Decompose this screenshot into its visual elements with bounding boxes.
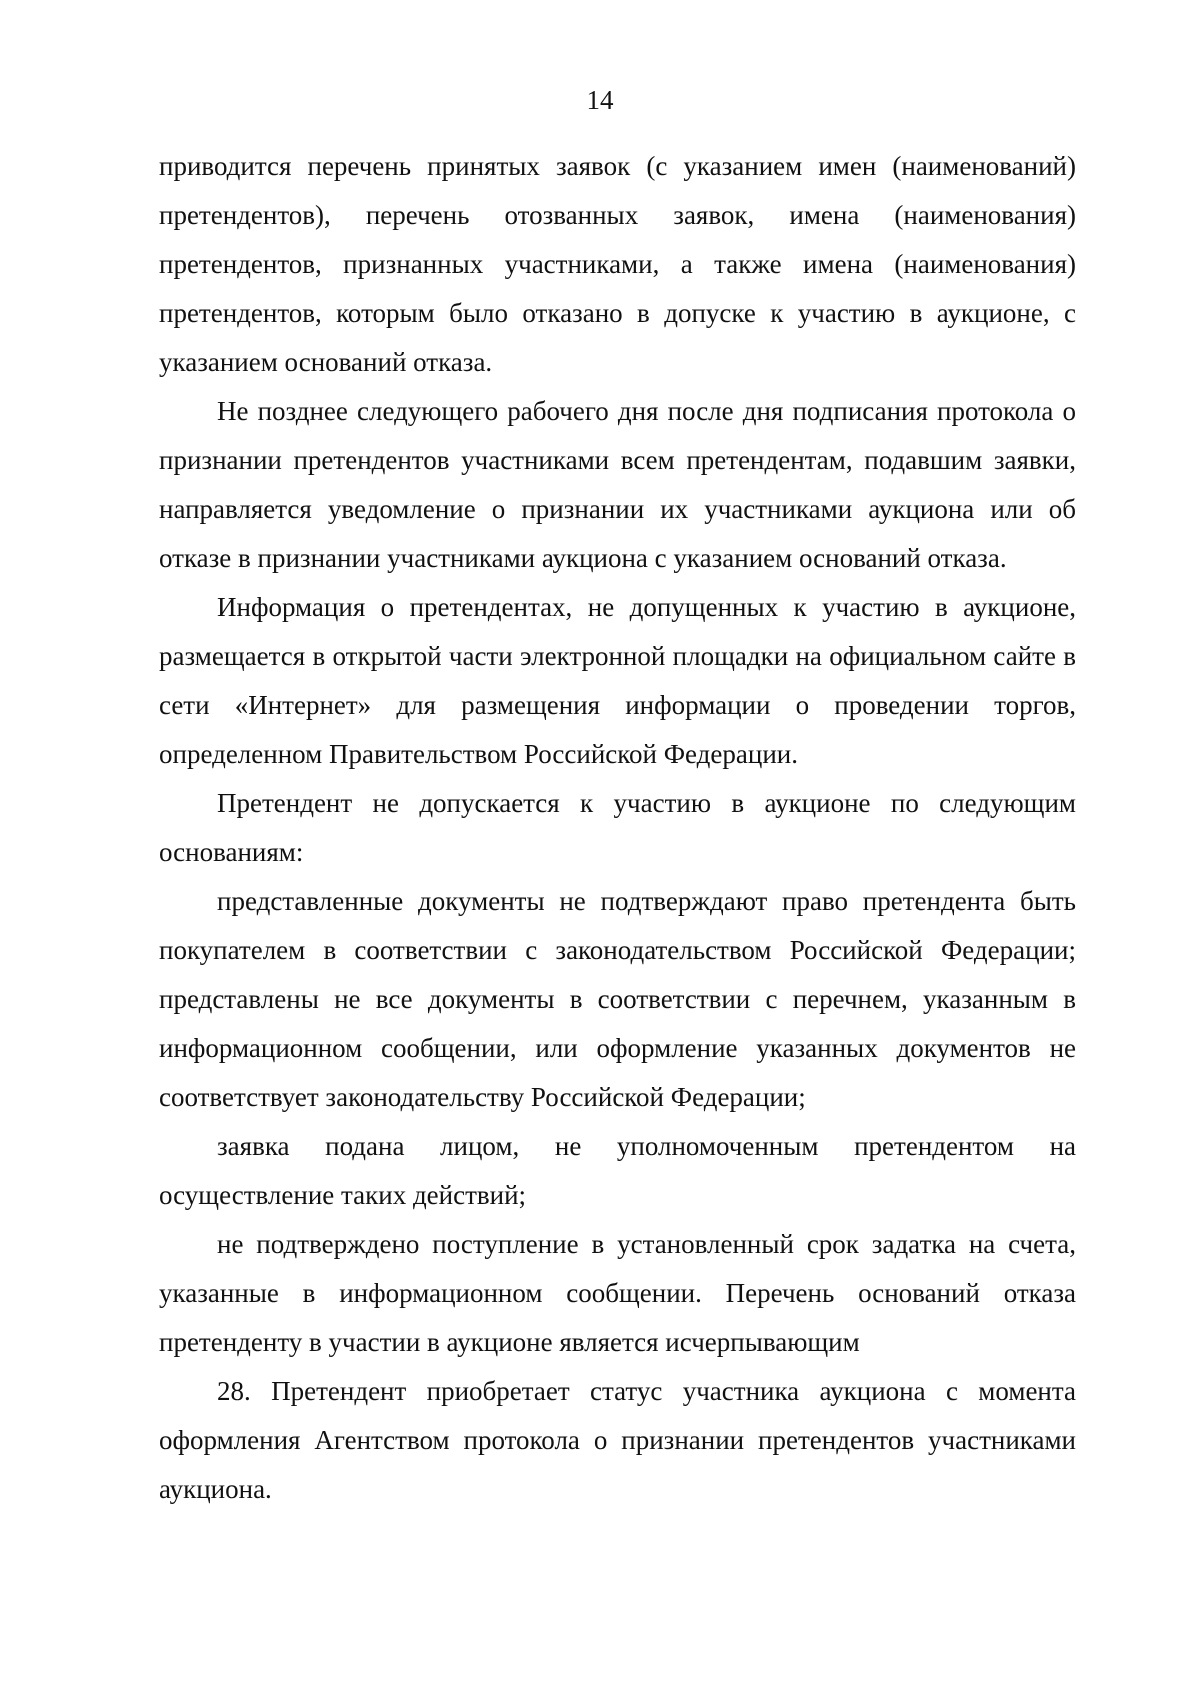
paragraph-ground-documents: представленные документы не подтверждают право претендента быть покупателем в соответствии с законодательством Российской Федерации; представлены не все документы в соответствии с перечнем, указанным в информационном сообщении, или оформление указанных документов не соответствует законодательству Российской Федерации; — [159, 886, 1076, 1112]
document-body — [159, 142, 1076, 1514]
paragraph-notification: Не позднее следующего рабочего дня после дня подписания протокола о признании претендентов участниками всем претендентам, подавшим заявки, направляется уведомление о признании их участниками аукциона или об отказе в признании участниками аукциона с указанием оснований отказа. — [159, 396, 1076, 573]
paragraph-rejected-info: Информация о претендентах, не допущенных к участию в аукционе, размещается в открытой части электронной площадки на официальном сайте в сети «Интернет» для размещения информации о проведении торгов, определенном Правительством Российской Федерации. — [159, 592, 1076, 769]
paragraph-ground-unauthorized: заявка подана лицом, не уполномоченным претендентом на осуществление таких действий; — [159, 1131, 1076, 1210]
page-number: 14 — [586, 85, 614, 115]
paragraph-item-28: 28. Претендент приобретает статус участника аукциона с момента оформления Агентством протокола о признании претендентов участниками аукциона. — [159, 1376, 1076, 1504]
paragraph-rejection-grounds-intro: Претендент не допускается к участию в аукционе по следующим основаниям: — [159, 788, 1076, 867]
paragraph-continuation: приводится перечень принятых заявок (с указанием имен (наименований) претендентов), перечень отозванных заявок, имена (наименования) претендентов, признанных участниками, а также имена (наименования) претендентов, которым было отказано в допуске к участию в аукционе, с указанием оснований отказа. — [159, 151, 1076, 377]
paragraph-ground-deposit: не подтверждено поступление в установленный срок задатка на счета, указанные в информационном сообщении. Перечень оснований отказа претенденту в участии в аукционе является исчерпывающим — [159, 1229, 1076, 1357]
